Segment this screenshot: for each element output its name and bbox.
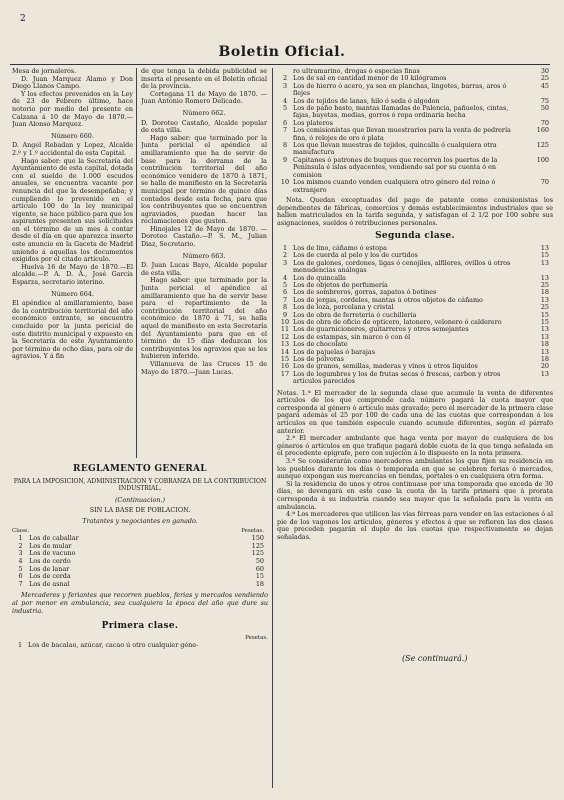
table-row [277,142,553,157]
row-description: Los plateros [293,118,333,127]
heading-numero-662: Número 662. [182,108,226,117]
row-number: 7 [282,126,288,135]
row-description: Los de caballar [29,534,79,543]
ganado-table [12,528,268,589]
row-description: Los de cuerda al pelo y los de curtidos [293,251,418,260]
row-value: 125 [251,549,264,558]
sin-base-heading: SIN LA BASE DE POBLACION. [89,506,191,515]
row-description: Los de bacalao, azúcar, cacao ú otro cualquier géne- [28,641,199,650]
paragraph: Cortegana 11 de Mayo de 1870. —Juan Antonio Romero Delicado. [141,89,267,106]
nota-paragraph: Si la residencia de unos y otros continuase por una temporada que exceda de 30 días, se devengará en este caso la cuota de la tarifa primera que á prorata corresponda á su industria cuando sea mayor que la señalada para la venta en ambulancia. [277,479,553,511]
row-description: Los de paño basto, mantas llamadas de Palencia, pañuelos, cintas, fajas, bayetas, medias, gorros ó ropa ordinaria hecha [293,104,509,120]
table-row [277,83,553,98]
segunda-clase-heading: Segunda clase. [375,231,455,242]
row-number: 15 [280,354,290,363]
row-number: 6 [282,288,288,297]
row-description: Los de legumbres y los de frutas secas ó frescas, carbon y otros artículos parecidos [293,369,501,386]
row-description: Los de sombreros, gorras, zapatos ó botines [293,288,437,297]
row-value: 25 [540,303,549,312]
paragraph: Hago saber: que terminado por la Junta pericial el apéndice al amillaramiento que ha de servir base para el repartimiento de la contribución territorial del año económico de 1870 á 71, se halla aquel de manifiesto en esta Secretaría del Ayuntamiento para que en el término de 15 días deduzcan los contribuyentes los agravios que se les hubieren inferido. [141,276,267,361]
row-description: Los comisionistas que llevan muestrarios para la venta de pedrería fina, ó relojes de oro ó plata [293,126,511,142]
row-description: Los de lanar [29,564,70,573]
table-row [277,371,553,386]
row-description: Los de cerdo [29,556,71,565]
row-value: 15 [255,572,264,581]
row-value: 160 [536,126,549,135]
row-value: 25 [540,280,549,289]
row-description: Los que llevan muestras de tejidos, quincalla ó cualquiera otra manufactura [293,141,497,157]
column-divider [272,68,273,788]
row-value: 25 [540,74,549,83]
primera-clase-table [12,642,268,650]
primera-clase-heading: Primera clase. [101,621,179,632]
paragraph: Hago saber: que la Secretaría del Ayuntamiento de esta capital, dotada con el sueldo de 1.000 escudos anuales, se encuentra vacante por renuncia del que la desempeñaba; y cumpliendo lo prevenido en el artículo 100 de la ley municipal vigente, se hace público para que los aspirantes presenten sus solicitudes en el término de un mes á contar desde el día en que aparezca inserto este anuncio en la Gaceta de Madrid uniendo á aquellas los documentos exigidos por el citado artículo. [12,156,133,264]
row-number: 4 [18,556,23,565]
paragraph: El apéndice al amillaramiento, base de la contribución territorial del año económico entrante, se encuentra concluido por la junta pericial de este distrito municipal y expuesto en la Secretaría de este Ayuntamiento por término de ocho días, para oír de agravios. Y á fin [12,299,133,361]
row-number: 7 [18,579,23,588]
row-description: Los de objetos de perfumería [293,280,388,289]
row-value: 18 [540,340,549,349]
row-description: Los de jergas, cordeles, mantas ú otros objetos de cáñamo [293,295,483,304]
row-number: 5 [18,564,23,573]
paragraph: Y los efectos prevenidos en la Ley de 23 de Febrero último, hace notorio por medio del presente en Calzana á 10 de Mayo de 1870.—Juan Alonso Marquez. [12,89,133,129]
row-number: 2 [282,74,288,83]
row-number: 3 [282,81,288,90]
paragraph: Hinojales 12 de Mayo de 1870. —Doroteo Castaño.—P. S. M., Julian Diaz, Secretario. [141,224,267,249]
paragraph: Hago saber: que terminado por la Junta pericial el apéndice al amillaramiento que ha de servir de base para la derrama de la contribución territorial del año económico venidero de 1870 á 1871, se halla de manifiesto en la Secretaría municipal por término de quince días contados desde esta fecha, para que los contribuyentes que se encuentren agraviados, puedan hacer las reclamaciones que gusten. [141,133,267,226]
row-number: 10 [280,178,290,187]
row-description: Los de obra de oficio de opticero, latonero, velonero ó calderero [293,317,502,326]
paragraph: de que tenga la debida publicidad se inserta el presente en el Boletín oficial de la provincia. [141,68,267,91]
row-description: Los de vacuno [29,549,76,558]
row-number: 6 [282,118,288,127]
row-value: 13 [540,325,549,334]
row-value: 125 [251,541,264,550]
row-number: 4 [282,96,288,105]
row-number: 13 [280,340,290,349]
paragraph: D. Juan Marquez Alamo y Don Diego Llanos Campo. [12,74,133,91]
column-3 [277,68,553,796]
se-continuara-label: (Se continuará.) [402,654,468,663]
row-number: 3 [18,549,23,558]
column-2 [141,68,267,458]
row-description: Los de asnal [29,579,70,588]
row-number: 8 [282,303,288,312]
paragraph: Mesa de jornaleros. [12,68,77,75]
row-number: 11 [280,325,290,334]
table-row [277,260,553,275]
row-number: 4 [282,273,288,282]
column-divider [136,68,137,458]
segunda-clase-table [277,245,553,386]
paragraph: Villanueva de las Cruces 15 de Mayo de 1870.—Juan Lucas. [141,359,267,376]
row-value: 13 [540,243,549,252]
row-value: 100 [536,155,549,164]
row-number: 7 [282,295,288,304]
row-number: 5 [282,104,288,113]
heading-numero-663: Número 663. [182,251,226,260]
row-number: 16 [280,362,290,371]
primera-clase-continued-table [277,68,553,194]
masthead-title: Boletin Oficial. [218,44,346,60]
nota-comisionistas: Nota. Quedan exceptuados del pago de patente como comisionistas los dependientes de fábricas, comercios y demás establecimientos industriales que se hallen matriculados en la tarifa segunda, y satisfagan el 2 1/2 por 100 sobre sus asignaciones, sueldos ó retribuciones personales. [277,195,553,227]
heading-numero-664: Número 664. [51,289,94,298]
row-value: 13 [540,273,549,282]
row-value: 50 [255,556,264,565]
row-description: Capitanes ó patrones de buques que recorren los puertos de la Península é islas adyacentes, vendiendo sal por su cuenta ó en comision [293,155,498,179]
paragraph: D. Juan Lucas Bayo, Alcalde popular de esta villa. [141,261,267,277]
row-value: 15 [540,310,549,319]
row-value: 45 [540,81,549,90]
row-value: 30 [540,68,549,75]
table-row [277,157,553,179]
row-description: Los de sal en cantidad menor de 10 kilógramos [293,74,447,83]
row-number: 8 [282,141,288,150]
row-description: Los de estampas, sin marco ó con él [293,332,411,341]
page-number: 2 [20,14,26,24]
mercaderes-note: Mercaderes y feriantes que recorren pueblos, ferias y mercados vendiendo al por menor en ambulancia, sea cualquiera la época del año que dure su industria. [12,591,268,615]
row-description: Los de tejidos de lanas, hilo ó seda ó algodon [293,96,440,105]
row-description: Los de granos, semillas, maderas y vinos ú otros líquidos [293,362,478,371]
row-value: 60 [255,564,264,573]
row-value: 70 [540,118,549,127]
row-description: Los de loza, porcelana y cristal [293,303,394,312]
row-description: Los de chocolate [293,340,348,349]
nota-paragraph: 4.ª Los mercaderes que utilicen las vías férreas para vender en las estaciones ó al pie de los vagones los artículos, géneros y efectos á que se refieren las dos clases que preceden pagarán el duplo de las cuotas que respectivamente se dejan señaladas. [277,510,553,541]
row-description: Los de pólvoras [293,354,344,363]
heading-numero-660: Número 660. [51,131,94,140]
table-row [277,105,553,120]
clase-column-label: Clase. [12,527,30,534]
row-description: Los de guarnicioneros, guitarreros y otros semejantes [293,325,469,334]
nota-paragraph: 2.ª El mercader ambulante que haga venta por mayor de cualquiera de los géneros ó artículos en que trafique pagará doble cuota de la que tenga señalada en el precedente epígrafe, pero con sujeción á lo dispuesto en la nota primera. [277,434,553,458]
table-row [277,127,553,142]
row-description: ro ultramarino, drogas ó especias finas [293,68,420,75]
row-number: 9 [282,310,288,319]
row-number: 14 [280,347,290,356]
row-value: 13 [540,258,549,267]
row-number: 12 [280,332,290,341]
row-value: 15 [540,317,549,326]
table-row [277,179,553,194]
pesetas-column-label: Pesetas. [241,527,264,534]
row-description: Los de cerda [29,572,71,581]
row-description: Los de quincalla [293,273,346,282]
row-number: 1 [17,641,23,650]
row-value: 20 [540,362,549,371]
tratantes-heading: Tratantes y negociantes en ganado. [82,516,198,525]
row-value: 13 [540,332,549,341]
row-value: 50 [540,104,549,113]
paragraph: D. Angel Rebadan y Lopez, Alcalde 2.º y 1.º accidental de esta Capital. [12,141,133,157]
row-value: 18 [255,579,264,588]
row-number: 17 [280,369,290,378]
paragraph: Huelva 16 de Mayo de 1870.—El alcalde.—P. A. D. A., José García Esparza, secretario interino. [12,262,133,287]
nota-paragraph: Notas. 1.ª El mercader de la segunda clase que acumule la venta de diferentes artículos de los que comprende cada número pagará la cuota mayor que corresponda al género ó artículo más gravado; pero el mercader de la primera clase pagará además el 25 por 100 de cada una de las cuotas que correspondan á los artículos en que también especule cuando acumule diferentes, según el párrafo anterior. [277,388,553,435]
row-value: 18 [540,288,549,297]
table-row [12,581,268,589]
row-description: Los de lino, cáñamo ó estopa [293,243,387,252]
row-description: Los de mular [29,541,72,550]
row-number: 1 [18,534,23,543]
nota-paragraph: 3.ª Se considerarán como mercaderes ambulantes los que fijen su residencia en los pueblos durante los días ó temporada en que se celebren ferias ó mercados, aunque expongan sus mercancías en tiendas, portales ó en cualquiera otra forma. [277,456,553,481]
row-number: 9 [282,155,288,164]
row-description: Los de pajuelas ó barajas [293,347,375,356]
row-value: 13 [540,369,549,378]
continuacion-label: (Continuacion.) [114,495,166,504]
row-value: 15 [540,251,549,260]
row-description: Los de hierro ó acero, ya sea en planchas, lingotes, barras, aros ó flejes [293,81,507,98]
row-value: 18 [540,354,549,363]
row-value: 75 [540,96,549,105]
row-number: 5 [282,280,288,289]
paragraph: D. Doroteo Castaño, Alcalde popular de esta villa. [141,118,267,135]
row-value: 70 [540,178,549,187]
row-value: 13 [540,347,549,356]
row-number: 3 [282,258,288,267]
row-value: 125 [536,141,549,150]
reglamento-section [12,462,268,792]
reglamento-title: REGLAMENTO GENERAL [73,464,207,474]
row-number: 1 [282,243,288,252]
column-1 [12,68,133,458]
reglamento-subtitle: PARA LA IMPOSICION, ADMINISTRACION Y COBRANZA DE LA CONTRIBUCION INDUSTRIAL. [13,477,267,493]
row-description: Los mismos cuando venden cualquiera otro género del reino ó extranjero [293,178,496,194]
row-description: Los de galones, cordones, ligas ó cenojiles, alfileres, ovillos ú otros menudencias análogas [293,258,511,275]
row-number: 2 [18,541,23,550]
table-row [12,642,268,650]
row-number: 6 [18,572,23,581]
row-number: 2 [282,251,288,260]
row-value: 13 [540,295,549,304]
masthead-rule [10,64,550,65]
row-value: 150 [251,534,264,543]
row-number: 10 [280,317,290,326]
pesetas-column-label: Pesetas. [245,634,268,641]
row-description: Los de obra de ferretería ó cuchillería [293,310,417,319]
